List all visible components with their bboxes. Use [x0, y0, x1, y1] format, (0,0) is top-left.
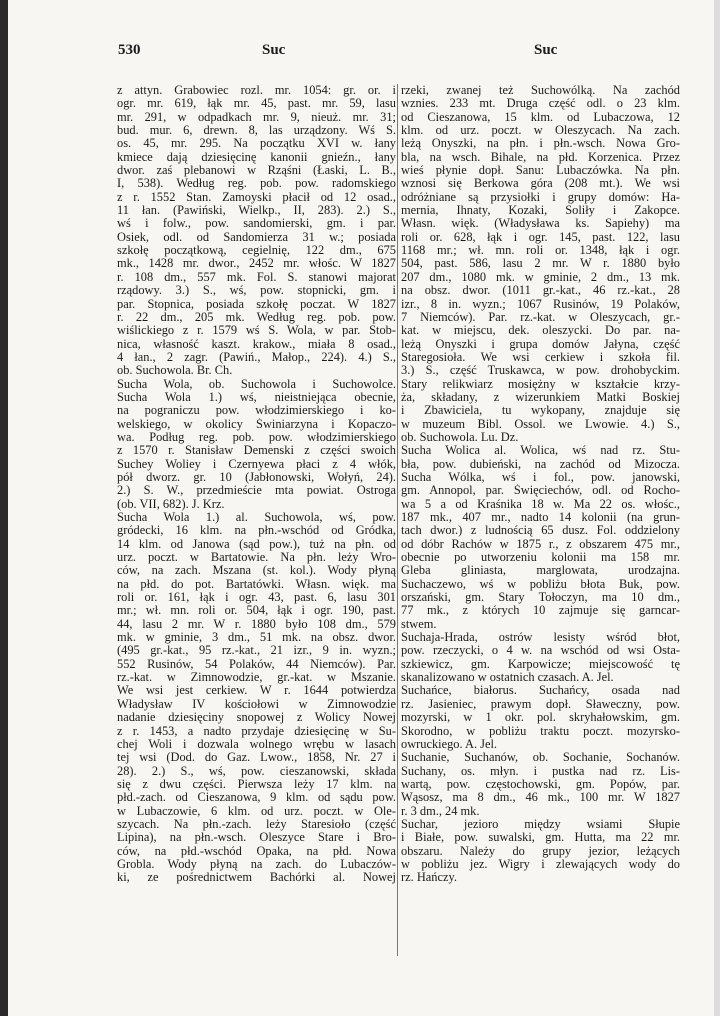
text-line: (ob. VII, 682). J. Krz. [117, 497, 225, 511]
text-line: wś i folw., pow. sandomierski, gm. i par. [117, 217, 396, 231]
text-line: płd.-zach. od Cieszanowa, 9 klm. od sądu pow. [117, 791, 396, 805]
text-line: mozyrski, w 1 okr. pol. skryhałowskim, gm. [401, 711, 680, 725]
text-line: roli or. 161, łąk i ogr. 43, past. 6, lasu 301 [117, 591, 396, 605]
text-line: szycach. Na płn.-zach. leży Staresioło (część [117, 817, 396, 831]
text-line: nica, własność kaszt. krakow., miała 8 osad., [117, 337, 396, 351]
text-line: rz. Hańczy. [401, 871, 457, 885]
text-line: gm. Annopol, par. Święciechów, odl. od Rocho- [401, 484, 680, 498]
text-line: i Zbawiciela, tu wykopany, znajduje się [401, 404, 680, 418]
text-line: bła, pow. dubieński, na zachód od Mizocza. [401, 457, 680, 471]
text-line: Suchanie, Suchanów, ob. Sochanie, Sochanów. [401, 751, 680, 765]
text-line: 11 łan. (Pawiński, Wielkp., II, 283). 2.) S., [117, 204, 396, 218]
text-line: ki, ze pośrednictwem Bachórki al. Nowej [117, 871, 396, 885]
text-line: z r. 1453, a nadto przydaje dziesięcinę w Su- [117, 724, 396, 738]
text-line: r. 22 dm., 205 mk. Według reg. pob. pow. [117, 310, 396, 324]
text-line: Suchar, jezioro między wsiami Słupie [401, 817, 680, 831]
text-line: I, 538). Według reg. pob. pow. radomskiego [117, 177, 396, 191]
left-text-column [117, 84, 396, 885]
text-line: tej wsi (Dod. do Gaz. Lwow., 1858, Nr. 27 i [117, 751, 396, 765]
text-line: r. 108 dm., 557 mk. Fol. S. stanowi majorat [117, 270, 396, 284]
text-line: Własn. więk. (Władysława ks. Sapiehy) ma [401, 217, 680, 231]
text-line: z r. 1552 Stan. Zamoyski płacił od 12 osad., [117, 190, 396, 204]
text-line: dwor. zaś plebanowi w Rząśni (Łaski, L. B., [117, 164, 396, 178]
text-line: Gleba gliniasta, marglowata, urodzajna. [401, 564, 680, 578]
text-line: tach dwor.) z ludnością 65 dusz. Fol. oddzielony [401, 524, 680, 538]
running-head-right: Suc [534, 42, 558, 58]
text-line: obszaru. Należy do grupy jezior, leżących [401, 844, 680, 858]
text-line: Suchaja-Hrada, ostrów lesisty wśród błot, [401, 631, 680, 645]
text-line: 4 łan., 2 zagr. (Pawiń., Małop., 224). 4.) S., [117, 350, 396, 364]
text-line: Władysław IV kościołowi w Zimnowodzie [117, 697, 396, 711]
text-line: i Białe, pow. suwalski, gm. Hutta, ma 22 mr. [401, 831, 680, 845]
text-line: ża, składany, z wizerunkiem Matki Boskiej [401, 390, 680, 404]
text-line: We wsi jest cerkiew. W r. 1644 potwierdza [117, 684, 396, 698]
text-line: kmiece dają dziesięcinę kanonii gnieźn., łany [117, 150, 396, 164]
text-line: rz.-kat. w Zimnowodzie, gr.-kat. w Mszanie. [117, 671, 396, 685]
text-line: 14 klm. od Janowa (sąd pow.), tuż na płn. od [117, 537, 396, 551]
text-line: Osiek, odl. od Sandomierza 31 w.; posiada [117, 230, 396, 244]
text-line: na pograniczu pow. włodzimierskiego i ko- [117, 404, 396, 418]
text-line: w pobliżu jez. Wigry i zlewających wody do [401, 857, 680, 871]
text-line: par. Stopnica, posiada szkołę poczat. W 1827 [117, 297, 396, 311]
text-line: Sucha Wola, ob. Suchowola i Suchowolce. [117, 377, 396, 391]
text-line: orszański, gm. Stary Tołoczyn, ma 10 dm., [401, 591, 680, 605]
text-line: Suchańce, białorus. Suchańcy, osada nad [401, 684, 680, 698]
text-line: wznosi się Berkowa góra (208 mt.). We wsi [401, 177, 680, 191]
text-line: rządowy. 3.) S., wś, pow. stopnicki, gm. i [117, 284, 396, 298]
text-line: kat. w miejscu, dek. oleszycki. Do par. na- [401, 324, 680, 338]
text-line: klm. od urz. poczt. w Oleszycach. Na zach. [401, 124, 680, 138]
text-line: bud. mur. 6, drewn. 8, las urządzony. Wś S. [117, 124, 396, 138]
text-line: 187 mk., 407 mr., nadto 14 kolonii (na grun- [401, 511, 680, 524]
text-line: os. 45, mr. 295. Na początku XVI w. łany [117, 137, 396, 151]
text-line: wa. Podług reg. pob. pow. włodzimierskiego [117, 430, 396, 444]
text-line: 504, past. 586, lasu 2 mr. W r. 1880 było [401, 257, 680, 271]
text-line: mk. w gminie, 3 dm., 51 mk. na obsz. dwor. [117, 631, 396, 645]
text-line: Grobla. Wody płyną na zach. do Lubaczów- [117, 857, 396, 871]
text-line: Sucha Wola 1.) wś, nieistniejąca obecnie, [117, 390, 396, 404]
text-line: ców, na zach. Mszana (st. kol.). Wody płyną [117, 564, 396, 578]
text-line: na obsz. dwor. (1011 gr.-kat., 46 rz.-kat., 28 [401, 284, 680, 298]
text-line: ob. Suchowola. Br. Ch. [117, 364, 233, 378]
text-line: Sucha Wolica al. Wolica, wś nad rz. Stu- [401, 444, 680, 458]
text-line: leżą Onyszki i grupa domów Jałyna, część [401, 337, 680, 351]
text-line: Sucha Wólka, wś i fol., pow. janowski, [401, 470, 680, 484]
text-line: mk., 1428 mr. dwor., 2452 mr. włośc. W 1827 [117, 257, 396, 271]
text-line: z 1570 r. Stanisław Demenski z części swoich [117, 444, 396, 458]
text-line: r. 3 dm., 24 mk. [401, 804, 480, 818]
text-line: nadanie dziesięciny snopowej z Wolicy Nowej [117, 711, 396, 725]
right-text-column [401, 84, 680, 885]
text-line: Wąsosz, ma 8 dm., 46 mk., 100 mr. W 1827 [401, 791, 680, 805]
text-line: obecnie po utworzeniu kolonii ma 158 mr. [401, 551, 680, 565]
running-head-left: Suc [262, 42, 286, 58]
text-line: rzeki, zwanej też Suchowólką. Na zachód [401, 84, 680, 97]
text-line: mr.; wł. mn. roli or. 504, łąk i ogr. 190, past. [117, 604, 396, 618]
text-line: Suchany, os. młyn. i pustka nad rz. Lis- [401, 764, 680, 778]
text-line: 3.) S., część Truskawca, w pow. drohobyckim. [401, 364, 680, 378]
text-line: wiślickiego z r. 1579 wś S. Wola, w par. Stob- [117, 324, 396, 338]
text-line: roli or. 628, łąk i ogr. 145, past. 122, lasu [401, 230, 680, 244]
text-line: Suchey Woliey i Czernyewa płaci z 4 włók, [117, 457, 396, 471]
text-line: ob. Suchowola. Lu. Dz. [401, 430, 519, 444]
scan-left-edge [0, 0, 8, 1016]
text-line: Stary relikwiarz mosiężny w kształcie krzy- [401, 377, 680, 391]
text-line: w muzeum Bibl. Ossol. we Lwowie. 4.) S., [401, 417, 680, 431]
text-line: welskiego, w okolicy Świniarzyna i Kopaczo- [117, 417, 396, 431]
text-line: pół dworz. gr. 10 (Jabłonowski, Wołyń, 24). [117, 470, 396, 484]
text-line: leżą Onyszki, na płn. i płn.-wsch. Nowa Gro- [401, 137, 680, 151]
text-line: od dóbr Rachów w 1875 r., z obszarem 475 mr., [401, 537, 680, 551]
page-number: 530 [118, 42, 141, 58]
text-line: na płd. do pot. Bartatówki. Własn. więk. ma [117, 577, 396, 591]
text-line: ogr. mr. 619, łąk mr. 45, past. mr. 59, lasu [117, 97, 396, 111]
text-line: mernia, Ihnaty, Kozaki, Soliły i Zakopce. [401, 204, 680, 218]
text-line: wznies. 233 mt. Druga część odl. o 23 klm. [401, 97, 680, 111]
text-line: izr., 8 in. wyzn.; 1067 Rusinów, 19 Polaków, [401, 297, 680, 311]
text-line: 552 Rusinów, 54 Polaków, 44 Niemców). Par. [117, 657, 396, 671]
text-line: urz. poczt. w Bartatowie. Na płn. leży Wro- [117, 551, 396, 565]
text-line: 44, lasu 2 mr. W r. 1880 było 108 dm., 579 [117, 617, 396, 631]
text-line: wa 5 a od Kraśnika 18 w. Ma 22 os. włośc., [401, 497, 680, 511]
text-line: (495 gr.-kat., 95 rz.-kat., 21 izr., 9 in. wyzn.; [117, 644, 396, 658]
column-divider [397, 84, 398, 956]
text-line: chej Woli i dozwala wolnego wrębu w lasach [117, 737, 396, 751]
text-line: z attyn. Grabowiec rozl. mr. 1054: gr. or. i [117, 84, 396, 97]
text-line: Lipina), na płn.-wsch. Oleszyce Stare i Bro- [117, 831, 396, 845]
text-line: ców, na płd.-wschód Opaka, na płd. Nowa [117, 844, 396, 858]
text-line: 77 mk., z których 10 zajmuje się garncar- [401, 604, 680, 618]
text-line: stwem. [401, 617, 437, 631]
text-line: rz. Jasieniec, prawym dopł. Sławeczny, pow. [401, 697, 680, 711]
text-line: Skorodno, w pobliżu traktu poczt. mozyrsko- [401, 724, 680, 738]
text-line: bla, na wsch. Bihale, na płd. Korzenica. Przez [401, 150, 680, 164]
text-line: odróżniane są przysiołki i grupy domów: Ha- [401, 190, 680, 204]
text-line: się z dwu części. Pierwsza leży 17 klm. na [117, 777, 396, 791]
text-line: pow. rzeczycki, o 4 w. na wschód od wsi Osta- [401, 644, 680, 658]
text-line: wartą, pow. częstochowski, gm. Popów, par. [401, 777, 680, 791]
text-line: szkołę początkową, cegielnię, 122 dm., 675 [117, 244, 396, 258]
text-line: skanalizowano w ostatnich czasach. A. Jel. [401, 671, 614, 685]
text-line: wieś płynie dopł. Sanu: Lubaczówka. Na płn. [401, 164, 680, 178]
text-line: 7 Niemców). Par. rz.-kat. w Oleszycach, gr.- [401, 310, 680, 324]
text-line: 1168 mr.; wł. mn. roli or. 1348, łąk i ogr. [401, 244, 680, 258]
text-line: Suchaczewo, wś w pobliżu błota Buk, pow. [401, 577, 680, 591]
text-line: owruckiego. A. Jel. [401, 737, 498, 751]
text-line: szkiewicz, gm. Karpowicze; miejscowość tę [401, 657, 680, 671]
text-line: w Lubaczowie, 6 klm. od urz. poczt. w Ole- [117, 804, 396, 818]
text-line: 207 dm., 1080 mk. w gminie, 2 dm., 13 mk. [401, 270, 680, 284]
text-line: mr. 291, w odpadkach mr. 9, nieuż. mr. 31; [117, 110, 396, 124]
text-line: Sucha Wola 1.) al. Suchowola, wś, pow. [117, 511, 396, 524]
text-line: od Cieszanowa, 15 klm. od Lubaczowa, 12 [401, 110, 680, 124]
scan-right-edge [714, 0, 720, 1016]
text-line: gródecki, 16 klm. na płn.-wschód od Gródka, [117, 524, 396, 538]
page-header [0, 38, 720, 62]
text-line: 2.) S. W., przedmieście mta powiat. Ostroga [117, 484, 396, 498]
text-line: 28). 2.) S., wś, pow. cieszanowski, składa [117, 764, 396, 778]
text-line: Staregosioła. We wsi cerkiew i szkoła fil. [401, 350, 680, 364]
